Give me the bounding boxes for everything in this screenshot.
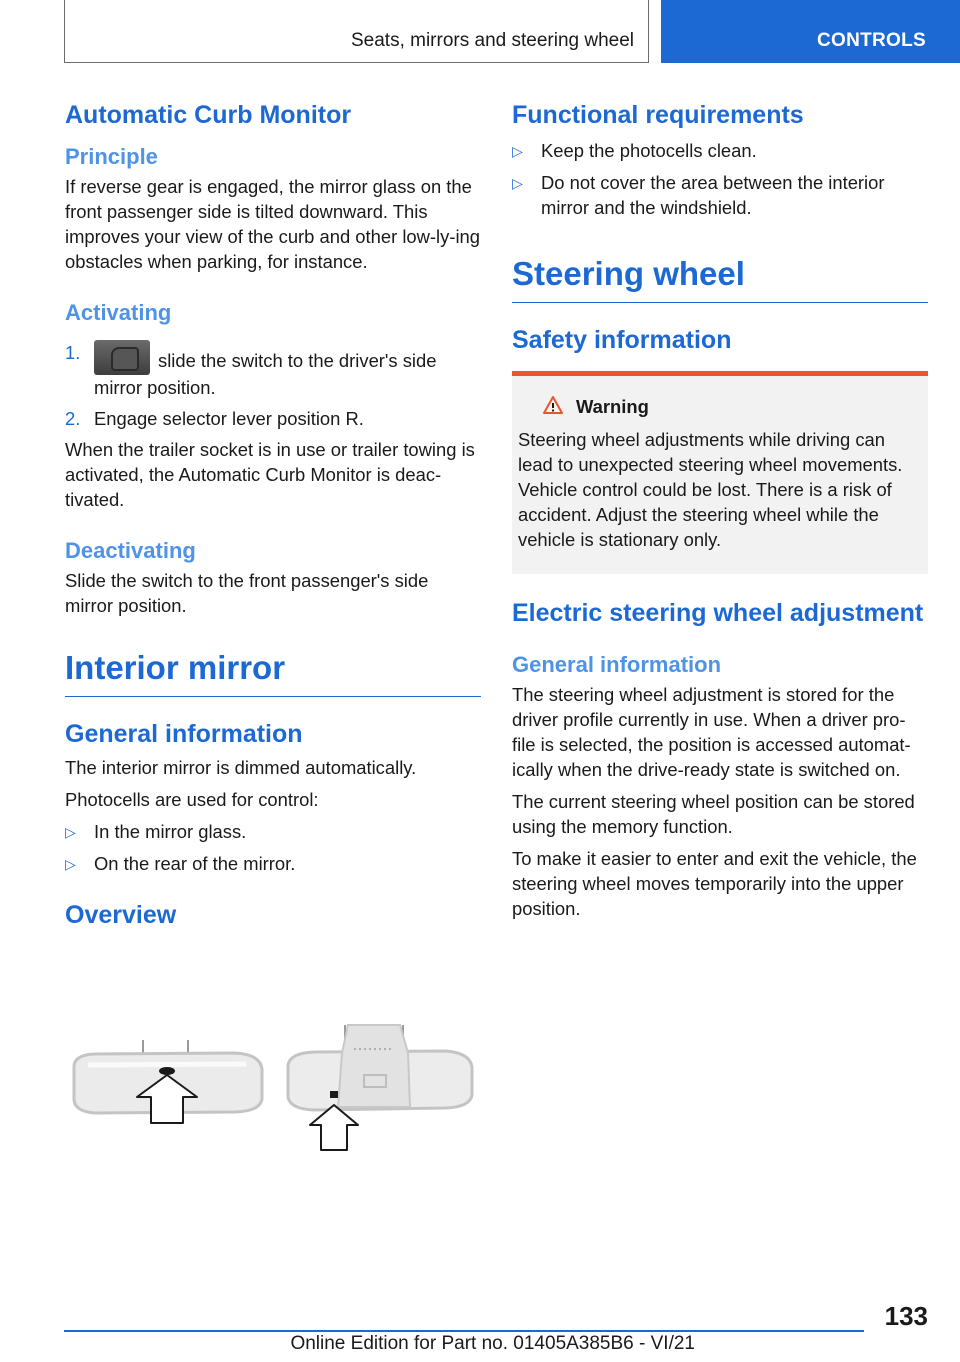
acm-heading: Automatic Curb Monitor [65, 101, 352, 129]
overview-heading: Overview [65, 901, 177, 929]
principle-text: If reverse gear is engaged, the mirror glass on the front passenger side is tilted downward. This improves your view of the curb and other low-ly-ing obstacles when parking, for instance. [65, 176, 480, 272]
step-text: Engage selector lever position R. [94, 408, 364, 429]
left-column [65, 100, 481, 930]
list-item [65, 406, 481, 431]
triangle-bullet-icon: ▷ [65, 856, 76, 872]
functional-requirements-heading: Functional requirements [512, 101, 804, 129]
right-column [512, 100, 928, 921]
mirror-rear-view [288, 1025, 472, 1150]
principle-heading: Principle [65, 144, 158, 169]
deactivating-heading: Deactivating [65, 538, 196, 563]
warning-label: Warning [576, 396, 649, 417]
bullet-text: On the rear of the mirror. [94, 853, 296, 874]
header-section-box [64, 0, 649, 63]
footer-divider [64, 1330, 864, 1332]
header-tab-controls[interactable] [661, 0, 960, 63]
general-info-heading: General information [65, 720, 303, 748]
paragraph: To make it easier to enter and exit the vehicle, the steering wheel moves temporarily into the upper position. [512, 848, 917, 919]
general-info-text: The interior mirror is dimmed automatically. [65, 757, 417, 778]
warning-box [512, 371, 928, 574]
step-text: slide the switch to the driver's side mirror position. [94, 350, 437, 398]
list-item [512, 138, 928, 163]
header-tab-label: CONTROLS [816, 30, 926, 51]
photocells-text: Photocells are used for control: [65, 789, 319, 810]
activating-heading: Activating [65, 300, 172, 325]
triangle-bullet-icon: ▷ [65, 824, 76, 840]
interior-mirror-illustration [64, 1015, 484, 1155]
footer-edition: Online Edition for Part no. 01405A385B6 - VI/21 [290, 1333, 695, 1354]
mirror-front-view [74, 1040, 262, 1123]
interior-mirror-heading: Interior mirror [65, 648, 481, 697]
list-item [512, 170, 928, 220]
paragraph: The current steering wheel position can be stored using the memory function. [512, 791, 915, 837]
bullet-text: Do not cover the area between the interior mirror and the windshield. [541, 172, 885, 218]
list-item [65, 340, 481, 400]
safety-info-heading: Safety information [512, 326, 732, 354]
electric-adjustment-heading: Electric steering wheel adjustment [512, 599, 924, 627]
step-number: 2. [65, 408, 81, 429]
general-info-heading: General information [512, 652, 722, 677]
list-item [65, 819, 481, 844]
bullet-text: Keep the photocells clean. [541, 140, 757, 161]
mirror-switch-icon [94, 340, 150, 375]
steering-wheel-heading: Steering wheel [512, 254, 928, 303]
warning-title [518, 394, 922, 419]
page-number: 133 [884, 1301, 928, 1331]
deactivating-text: Slide the switch to the front passenger's side mirror position. [65, 570, 429, 616]
paragraph: The steering wheel adjustment is stored for the driver profile currently in use. When a driver pro-file is selected, the position is accessed automat-ically when the drive-ready state is switched on. [512, 684, 911, 780]
bullet-text: In the mirror glass. [94, 821, 247, 842]
header-section-title: Seats, mirrors and steering wheel [350, 30, 634, 51]
triangle-bullet-icon: ▷ [512, 175, 523, 191]
warning-triangle-icon [542, 395, 564, 415]
triangle-bullet-icon: ▷ [512, 143, 523, 159]
activating-note: When the trailer socket is in use or trailer towing is activated, the Automatic Curb Monitor is deac-tivated. [65, 439, 475, 510]
step-number: 1. [65, 342, 81, 363]
list-item [65, 851, 481, 876]
warning-text: Steering wheel adjustments while driving can lead to unexpected steering wheel movements. Vehicle control could be lost. There is a risk of accident. Adjust the steering wheel while the vehicle is stationary only. [518, 429, 903, 550]
